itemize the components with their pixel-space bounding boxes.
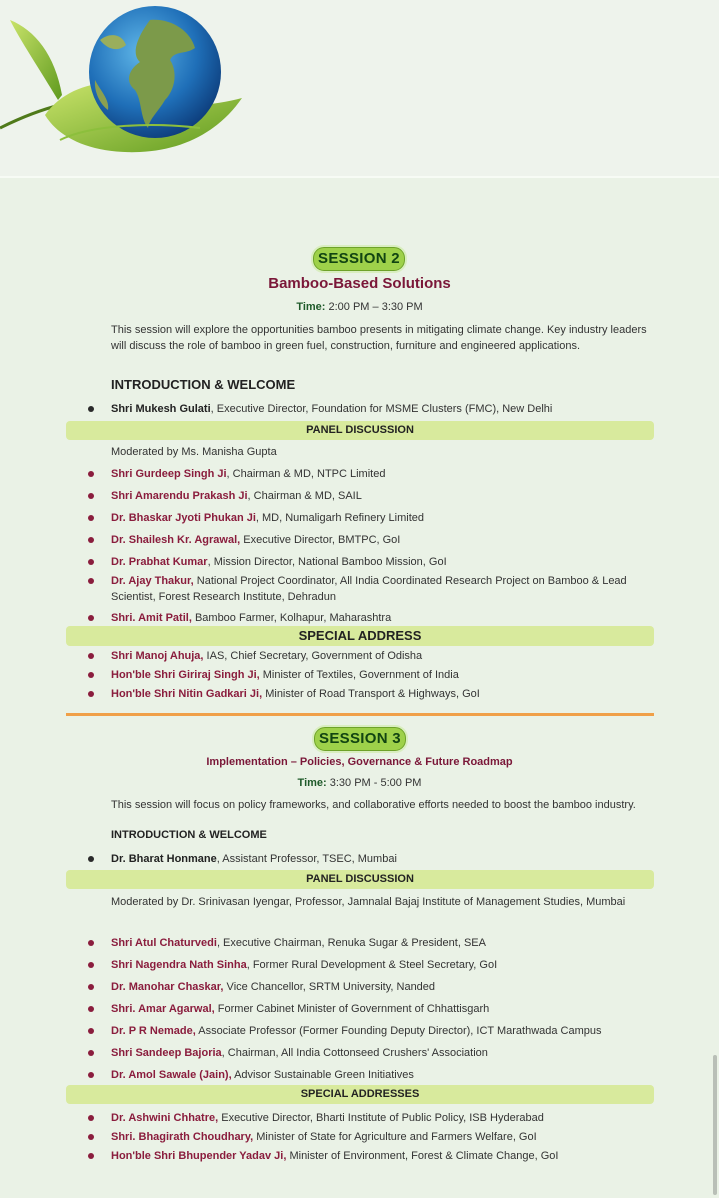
list-item: Shri Mukesh Gulati, Executive Director, Foundation for MSME Clusters (FMC), New Delhi (111, 403, 553, 415)
bullet-icon (88, 940, 94, 946)
list-item: Shri Atul Chaturvedi, Executive Chairman, Renuka Sugar & President, SEA (111, 937, 486, 949)
bullet-icon (88, 515, 94, 521)
list-item: Shri Amarendu Prakash Ji, Chairman & MD, SAIL (111, 490, 362, 502)
session-2-special-heading: SPECIAL ADDRESS (66, 626, 654, 646)
session-3-title: Implementation – Policies, Governance & Future Roadmap (206, 756, 513, 768)
list-item: Shri. Bhagirath Choudhary, Minister of State for Agriculture and Farmers Welfare, GoI (111, 1131, 537, 1143)
list-item: Dr. Manohar Chaskar, Vice Chancellor, SRTM University, Nanded (111, 981, 436, 993)
bullet-icon (88, 1153, 94, 1159)
page-header (0, 0, 719, 176)
header-divider (0, 176, 719, 178)
list-item: Shri. Amar Agarwal, Former Cabinet Minister of Government of Chhattisgarh (111, 1003, 490, 1015)
session-2-title: Bamboo-Based Solutions (268, 275, 451, 292)
list-item: Shri Sandeep Bajoria, Chairman, All India Cottonseed Crushers' Association (111, 1047, 488, 1059)
session-2-panel-heading: PANEL DISCUSSION (66, 421, 654, 440)
session-2-badge: SESSION 2 (311, 245, 407, 273)
bullet-icon (88, 559, 94, 565)
bullet-icon (88, 1115, 94, 1121)
bullet-icon (88, 856, 94, 862)
bullet-icon (88, 1028, 94, 1034)
list-item: Hon'ble Shri Bhupender Yadav Ji, Minister of Environment, Forest & Climate Change, GoI (111, 1150, 559, 1162)
bullet-icon (88, 406, 94, 412)
list-item: Shri. Amit Patil, Bamboo Farmer, Kolhapur, Maharashtra (111, 612, 392, 624)
list-item: Dr. Shailesh Kr. Agrawal, Executive Director, BMTPC, GoI (111, 534, 401, 546)
list-item: Shri Manoj Ahuja, IAS, Chief Secretary, Government of Odisha (111, 650, 423, 662)
list-item: Shri Gurdeep Singh Ji, Chairman & MD, NTPC Limited (111, 468, 386, 480)
session-3-intro-heading: INTRODUCTION & WELCOME (111, 829, 267, 841)
list-item: Shri Nagendra Nath Sinha, Former Rural Development & Steel Secretary, GoI (111, 959, 498, 971)
list-item: Dr. P R Nemade, Associate Professor (Former Founding Deputy Director), ICT Marathwada Campus (111, 1025, 602, 1037)
session-2-moderator: Moderated by Ms. Manisha Gupta (111, 446, 277, 458)
session-2-time: Time: 2:00 PM – 3:30 PM (296, 301, 423, 313)
section-divider (66, 713, 654, 716)
list-item: Dr. Ajay Thakur, National Project Coordinator, All India Coordinated Research Project on Bamboo & Lead Scientist, Forest Research Institute, Dehradun (111, 575, 627, 603)
list-item: Dr. Prabhat Kumar, Mission Director, National Bamboo Mission, GoI (111, 556, 447, 568)
list-item: Dr. Ashwini Chhatre, Executive Director, Bharti Institute of Public Policy, ISB Hyderabad (111, 1112, 544, 1124)
list-item: Dr. Bharat Honmane, Assistant Professor, TSEC, Mumbai (111, 853, 397, 865)
bullet-icon (88, 672, 94, 678)
session-3-description: This session will focus on policy frameworks, and collaborative efforts needed to boost the bamboo industry. (111, 799, 636, 811)
bullet-icon (88, 962, 94, 968)
earth-leaf-icon (0, 0, 265, 170)
session-3-badge: SESSION 3 (312, 725, 408, 753)
bullet-icon (88, 984, 94, 990)
session-2-description: This session will explore the opportunities bamboo presents in mitigating climate change. Key industry leaders will discuss the role of bamboo in green fuel, construction, furniture and engineered applications. (111, 324, 647, 352)
session-2-intro-heading: INTRODUCTION & WELCOME (111, 377, 296, 392)
bullet-icon (88, 578, 94, 584)
bullet-icon (88, 1050, 94, 1056)
list-item: Hon'ble Shri Giriraj Singh Ji, Minister of Textiles, Government of India (111, 669, 459, 681)
bullet-icon (88, 691, 94, 697)
bullet-icon (88, 1134, 94, 1140)
bullet-icon (88, 471, 94, 477)
list-item: Hon'ble Shri Nitin Gadkari Ji, Minister of Road Transport & Highways, GoI (111, 688, 480, 700)
session-3-moderator: Moderated by Dr. Srinivasan Iyengar, Professor, Jamnalal Bajaj Institute of Management Studies, Mumbai (111, 896, 626, 908)
bullet-icon (88, 1006, 94, 1012)
list-item: Dr. Amol Sawale (Jain), Advisor Sustainable Green Initiatives (111, 1069, 414, 1081)
session-3-panel-heading: PANEL DISCUSSION (66, 870, 654, 889)
scrollbar[interactable] (713, 1055, 717, 1195)
bullet-icon (88, 615, 94, 621)
session-3-time: Time: 3:30 PM - 5:00 PM (297, 777, 422, 789)
bullet-icon (88, 493, 94, 499)
bullet-icon (88, 537, 94, 543)
session-3-special-heading: SPECIAL ADDRESSES (66, 1085, 654, 1104)
list-item: Dr. Bhaskar Jyoti Phukan Ji, MD, Numaligarh Refinery Limited (111, 512, 425, 524)
bullet-icon (88, 1072, 94, 1078)
bullet-icon (88, 653, 94, 659)
